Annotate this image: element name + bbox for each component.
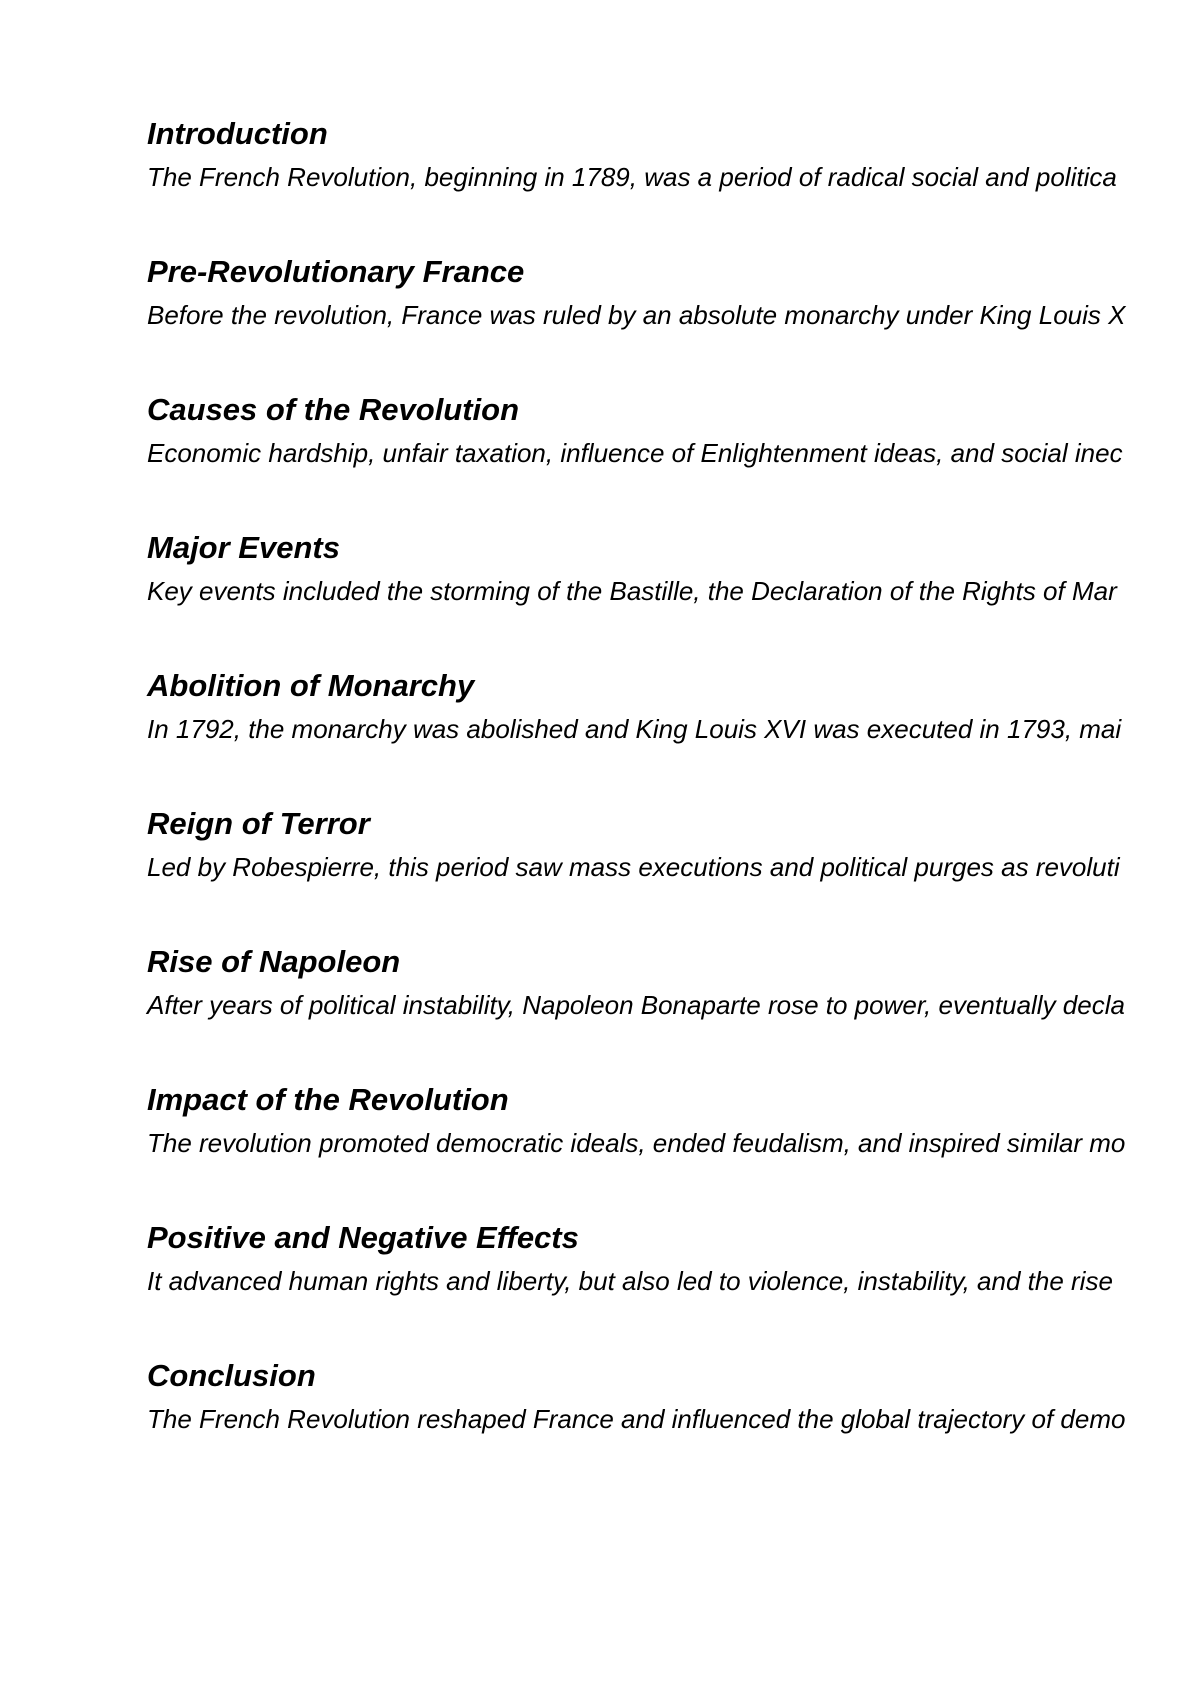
section-body: In 1792, the monarchy was abolished and King Louis XVI was executed in 1793, mai: [147, 714, 1122, 744]
section-heading: Reign of Terror: [147, 806, 370, 841]
section-heading: Abolition of Monarchy: [147, 668, 475, 703]
section-introduction: [147, 116, 1117, 192]
section-body: The French Revolution reshaped France and influenced the global trajectory of demo: [147, 1404, 1126, 1434]
section-conclusion: [147, 1358, 1125, 1434]
section-heading: Positive and Negative Effects: [147, 1220, 579, 1255]
section-causes-of-the-revolution: [147, 392, 1123, 468]
section-rise-of-napoleon: [147, 944, 1125, 1020]
section-body: The French Revolution, beginning in 1789, was a period of radical social and politica: [147, 162, 1117, 192]
section-body: The revolution promoted democratic ideals, ended feudalism, and inspired similar mo: [147, 1128, 1126, 1158]
section-impact-of-the-revolution: [147, 1082, 1125, 1158]
section-body: After years of political instability, Napoleon Bonaparte rose to power, eventually decla: [147, 990, 1125, 1020]
section-heading: Conclusion: [147, 1358, 316, 1393]
section-body: Key events included the storming of the Bastille, the Declaration of the Rights of Mar: [147, 576, 1117, 606]
section-body: Economic hardship, unfair taxation, influence of Enlightenment ideas, and social inec: [147, 438, 1123, 468]
section-body: Led by Robespierre, this period saw mass executions and political purges as revoluti: [147, 852, 1120, 882]
section-major-events: [147, 530, 1117, 606]
section-heading: Causes of the Revolution: [147, 392, 520, 427]
section-body: Before the revolution, France was ruled by an absolute monarchy under King Louis X: [147, 300, 1126, 330]
section-reign-of-terror: [147, 806, 1120, 882]
section-heading: Impact of the Revolution: [147, 1082, 509, 1117]
section-heading: Rise of Napoleon: [147, 944, 401, 979]
section-abolition-of-monarchy: [147, 668, 1121, 744]
section-pre-revolutionary-france: [147, 254, 1125, 330]
section-body: It advanced human rights and liberty, but also led to violence, instability, and the rise: [147, 1266, 1113, 1296]
section-positive-and-negative-effects: [147, 1220, 1113, 1296]
section-heading: Pre-Revolutionary France: [147, 254, 525, 289]
section-heading: Major Events: [147, 530, 340, 565]
section-heading: Introduction: [147, 116, 328, 151]
